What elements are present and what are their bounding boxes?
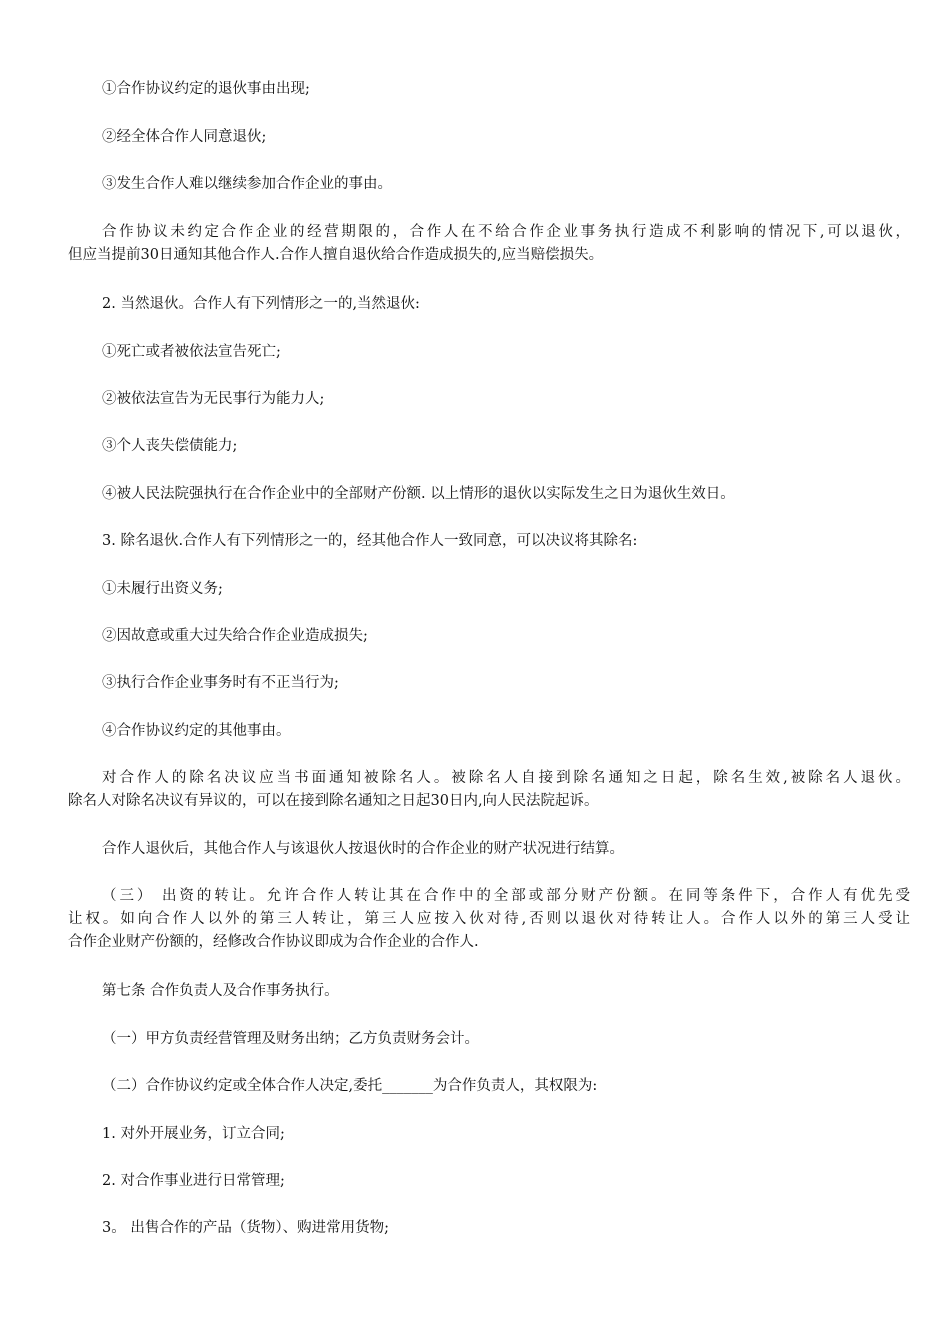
paragraph-expulsion-case-1 xyxy=(68,578,910,601)
text-line: 合作人退伙后，其他合作人与该退伙人按退伙时的合作企业的财产状况进行结算。 xyxy=(102,841,624,857)
article-seven-heading xyxy=(68,980,910,1003)
text-line: （一）甲方负责经营管理及财务出纳；乙方负责财务会计。 xyxy=(102,1031,479,1047)
paragraph-expulsion-notice xyxy=(68,767,910,813)
text-line: ③执行合作企业事务时有不正当行为; xyxy=(102,675,339,691)
text-line: 但应当提前30日通知其他合作人.合作人擅自退伙给合作造成损失的,应当赔偿损失。 xyxy=(68,247,604,263)
text-line: 3。 出售合作的产品（货物）、购进常用货物; xyxy=(102,1220,389,1236)
text-line: 对合作人的除名决议应当书面通知被除名人。被除名人自接到除名通知之日起，除名生效,被除名人退伙。 xyxy=(102,770,910,786)
text-line: ②因故意或重大过失给合作企业造成损失; xyxy=(102,628,368,644)
text-line: 第七条 合作负责人及合作事务执行。 xyxy=(102,983,339,999)
paragraph-expulsion-case-4 xyxy=(68,720,910,743)
text-line: 2. 当然退伙。合作人有下列情形之一的,当然退伙: xyxy=(102,296,420,312)
paragraph-capital-transfer xyxy=(68,885,910,954)
text-line: 合作协议未约定合作企业的经营期限的，合作人在不给合作企业事务执行造成不利影响的情况下,可以退伙， xyxy=(102,224,910,240)
text-line: ①未履行出资义务; xyxy=(102,581,223,597)
text-line: 2. 对合作事业进行日常管理; xyxy=(102,1173,285,1189)
text-line: 合作企业财产份额的，经修改合作协议即成为合作企业的合作人. xyxy=(68,934,479,950)
text-line: ④被人民法院强执行在合作企业中的全部财产份额. 以上情形的退伙以实际发生之日为退伙生效日。 xyxy=(102,486,735,502)
text-line: ④合作协议约定的其他事由。 xyxy=(102,723,291,739)
text-line: ②被依法宣告为无民事行为能力人; xyxy=(102,391,325,407)
text-line: （三） 出资的转让。允许合作人转让其在合作中的全部或部分财产份额。在同等条件下，合作人有优先受 xyxy=(102,888,910,904)
paragraph-authority-2 xyxy=(68,1170,910,1193)
paragraph-automatic-case-4 xyxy=(68,483,910,506)
paragraph-withdrawal-reason-2 xyxy=(68,126,910,149)
paragraph-unspecified-term-withdrawal xyxy=(68,221,910,267)
paragraph-automatic-withdrawal xyxy=(68,293,910,316)
paragraph-expulsion-withdrawal xyxy=(68,530,910,553)
paragraph-expulsion-case-2 xyxy=(68,625,910,648)
paragraph-authority-3 xyxy=(68,1217,910,1240)
paragraph-automatic-case-2 xyxy=(68,388,910,411)
text-line: ①死亡或者被依法宣告死亡; xyxy=(102,344,281,360)
paragraph-authority-1 xyxy=(68,1123,910,1146)
paragraph-duty-assignment xyxy=(68,1028,910,1051)
paragraph-withdrawal-reason-1 xyxy=(68,78,910,101)
paragraph-withdrawal-reason-3 xyxy=(68,173,910,196)
text-line: 1. 对外开展业务，订立合同; xyxy=(102,1126,285,1142)
paragraph-responsible-person xyxy=(68,1075,910,1098)
text-line: 3. 除名退伙.合作人有下列情形之一的，经其他合作人一致同意，可以决议将其除名: xyxy=(102,533,638,549)
text-line: ①合作协议约定的退伙事由出现; xyxy=(102,81,310,97)
paragraph-automatic-case-1 xyxy=(68,341,910,364)
paragraph-expulsion-case-3 xyxy=(68,672,910,695)
text-line: 除名人对除名决议有异议的，可以在接到除名通知之日起30日内,向人民法院起诉。 xyxy=(68,793,599,809)
text-line: ③个人丧失偿债能力; xyxy=(102,438,238,454)
paragraph-settlement xyxy=(68,838,910,861)
text-line: ③发生合作人难以继续参加合作企业的事由。 xyxy=(102,176,392,192)
paragraph-automatic-case-3 xyxy=(68,435,910,458)
text-line: ②经全体合作人同意退伙; xyxy=(102,129,267,145)
text-line: 让权。如向合作人以外的第三人转让，第三人应按入伙对待,否则以退伙对待转让人。合作人以外的第三人受让 xyxy=(68,911,910,927)
text-line: （二）合作协议约定或全体合作人决定,委托_______为合作负责人，其权限为: xyxy=(102,1078,598,1094)
